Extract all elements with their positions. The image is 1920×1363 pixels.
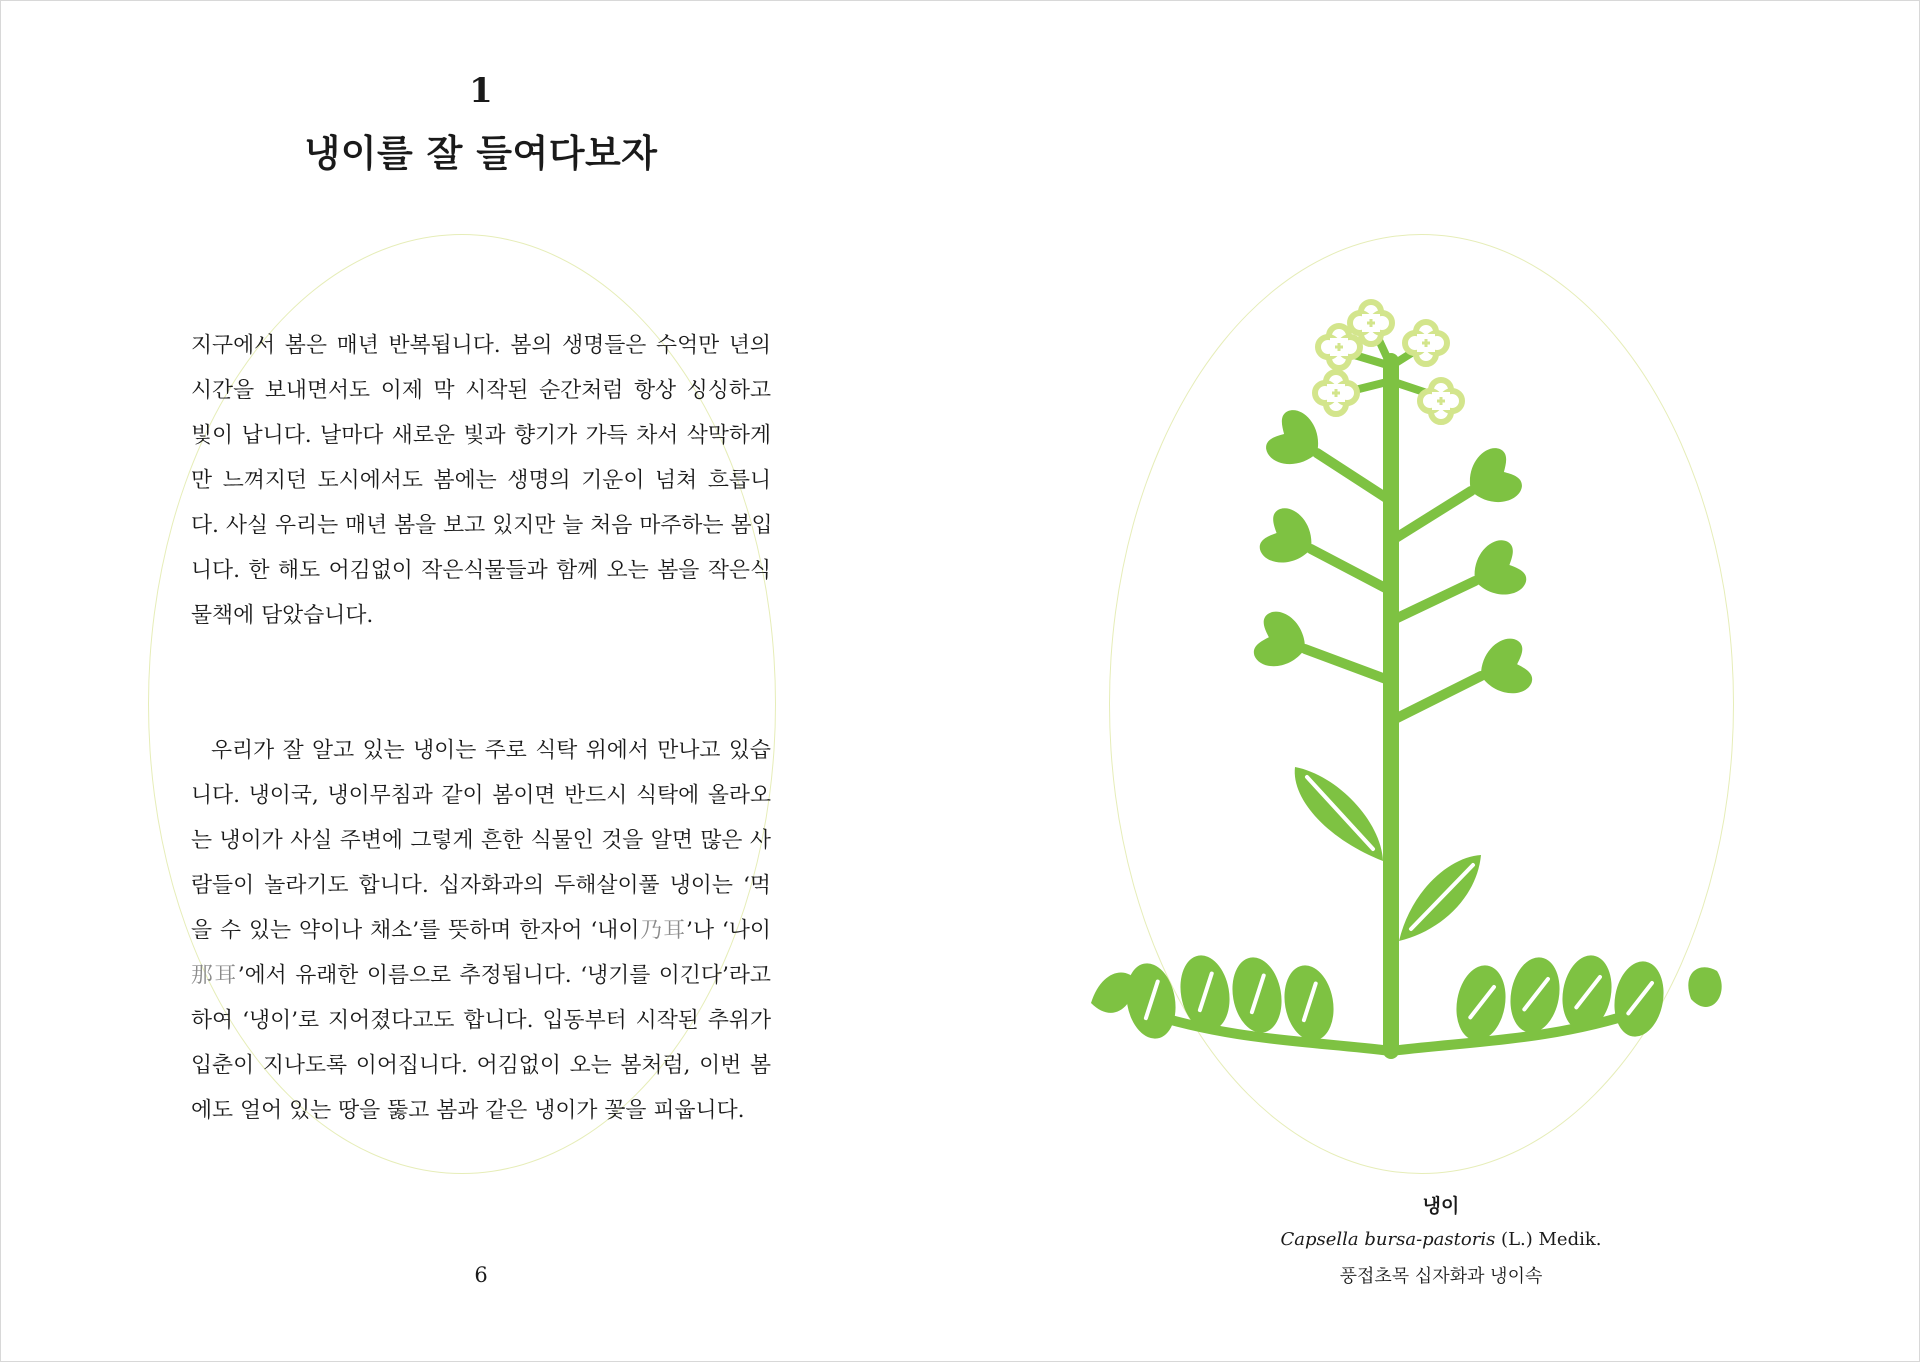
body-text xyxy=(191,323,771,1133)
text-span: ’나 ‘나이 xyxy=(686,918,771,943)
plant-name: 냉이 xyxy=(1422,1195,1460,1217)
text-line: 물책에 담았습니다. xyxy=(191,603,374,628)
left-page xyxy=(1,1,961,1363)
paragraph-1 xyxy=(191,323,771,638)
page-number: 6 xyxy=(474,1263,488,1287)
right-page xyxy=(961,1,1920,1363)
scientific-name-italic: Capsella bursa-pastoris xyxy=(1280,1229,1496,1250)
text-line: 만 느껴지던 도시에서도 봄에는 생명의 기운이 넘쳐 흐릅니 xyxy=(191,468,771,493)
text-line: 빛이 납니다. 날마다 새로운 빛과 향기가 가득 차서 삭막하게 xyxy=(191,423,771,448)
hanja-text: 那耳 xyxy=(191,963,238,988)
text-span: 을 수 있는 약이나 채소’를 뜻하며 한자어 ‘내이 xyxy=(191,918,640,943)
text-line xyxy=(191,953,771,998)
text-line: 하여 ‘냉이’로 지어졌다고도 합니다. 입동부터 시작된 추위가 xyxy=(191,1008,771,1033)
text-line: 입춘이 지나도록 이어집니다. 어김없이 오는 봄처럼, 이번 봄 xyxy=(191,1053,771,1078)
text-line: 는 냉이가 사실 주변에 그렇게 흔한 식물인 것을 알면 많은 사 xyxy=(191,828,771,853)
hanja-text: 乃耳 xyxy=(639,918,687,943)
text-span: 우리가 잘 알고 있는 냉이는 주로 식탁 위에서 만나고 있습 xyxy=(211,738,771,763)
text-line: 지구에서 봄은 매년 반복됩니다. 봄의 생명들은 수억만 년의 xyxy=(191,333,771,358)
text-line xyxy=(191,728,771,773)
scientific-name-author: (L.) Medik. xyxy=(1495,1229,1602,1250)
text-span: ’에서 유래한 이름으로 추정됩니다. ‘냉기를 이긴다’라고 xyxy=(237,963,771,988)
text-line xyxy=(191,908,771,953)
text-line: 람들이 놀라기도 합니다. 십자화과의 두해살이풀 냉이는 ‘먹 xyxy=(191,873,771,898)
shepherds-purse-illustration xyxy=(1081,281,1811,1081)
chapter-number: 1 xyxy=(469,71,493,111)
text-line: 에도 얼어 있는 땅을 뚫고 봄과 같은 냉이가 꽃을 피웁니다. xyxy=(191,1098,745,1123)
text-line: 다. 사실 우리는 매년 봄을 보고 있지만 늘 처음 마주하는 봄입 xyxy=(191,513,773,538)
plant-classification: 풍접초목 십자화과 냉이속 xyxy=(1339,1266,1543,1287)
text-line: 니다. 냉이국, 냉이무침과 같이 봄이면 반드시 식탁에 올라오 xyxy=(191,783,771,808)
chapter-title: 냉이를 잘 들여다보자 xyxy=(304,131,658,175)
paragraph-2 xyxy=(191,728,771,1133)
text-line: 시간을 보내면서도 이제 막 시작된 순간처럼 항상 싱싱하고 xyxy=(191,378,771,403)
text-line: 니다. 한 해도 어김없이 작은식물들과 함께 오는 봄을 작은식 xyxy=(191,558,771,583)
scientific-name xyxy=(961,1229,1920,1250)
